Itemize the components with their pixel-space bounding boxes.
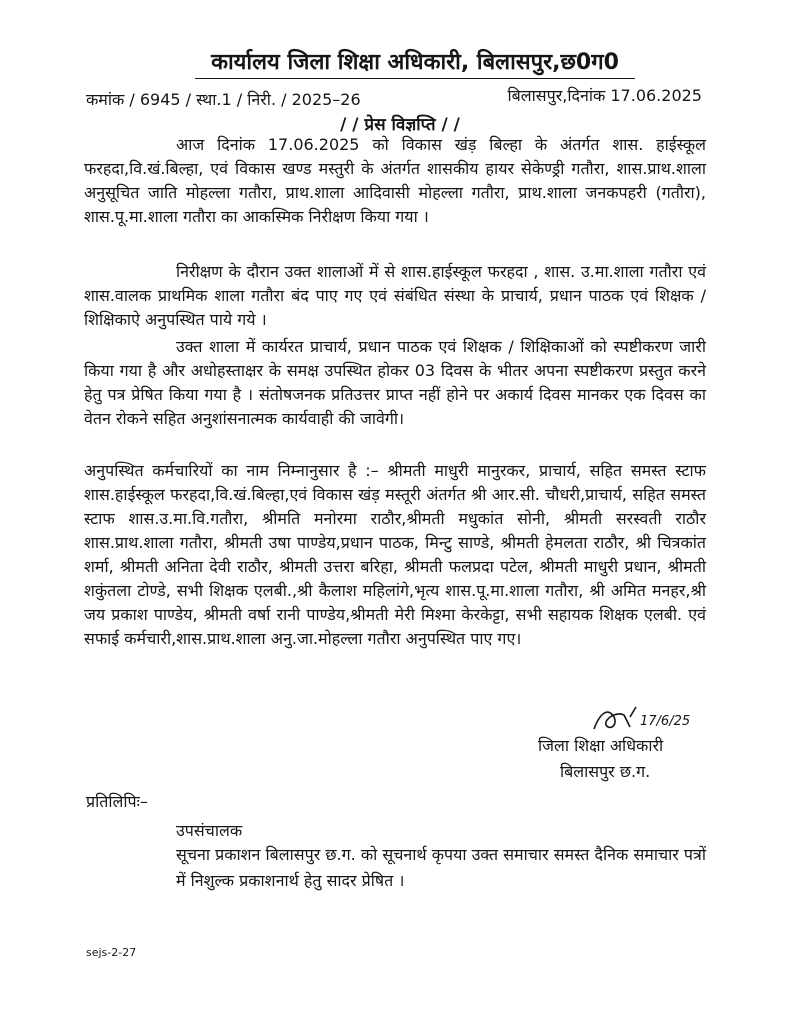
copy-label: प्रतिलिपिः– <box>86 792 148 811</box>
title-underline <box>195 78 635 79</box>
signatory-designation: जिला शिक्षा अधिकारी <box>538 736 664 755</box>
body-paragraph-3 <box>84 335 706 431</box>
place-date: बिलासपुर,दिनांक 17.06.2025 <box>507 86 702 105</box>
paragraph-text: आज दिनांक 17.06.2025 को विकास खंड़ बिल्हा के अंतर्गत शास. हाईस्कूल फरहदा,वि.खं.बिल्हा, एवं विकास खण्ड मस्तुरी के अंतर्गत शासकीय हायर सेकेण्ड्री गतौरा, शास.प्राथ.शाला अनुसूचित जाति मोहल्ला गतौरा, प्राथ.शाला आदिवासी मोहल्ला गतौरा, प्राथ.शाला जनकपहरी (गतौरा), शास.पू.मा.शाला गतौरा का आकस्मिक निरीक्षण किया गया । <box>84 135 706 226</box>
paragraph-text: अनुपस्थित कर्मचारियों का नाम निम्नानुसार है :– श्रीमती माधुरी मानुरकर, प्राचार्य, सहित समस्त स्टाफ शास.हाईस्कूल फरहदा,वि.खं.बिल्हा,एवं विकास खंड़ मस्तूरी अंतर्गत श्री आर.सी. चौधरी,प्राचार्य, सहित समस्त स्टाफ शास.उ.मा.वि.गतौरा, श्रीमति मनोरमा राठौर,श्रीमती मधुकांत सोनी, श्रीमती सरस्वती राठौर शास.प्राथ.शाला गतौरा, श्रीमती उषा पाण्डेय,प्रधान पाठक, मिन्टु साण्डे, श्रीमती हेमलता राठौर, श्री चित्रकांत शर्मा, श्रीमती अनिता देवी राठौर, श्रीमती उत्तरा बरिहा, श्रीमती फलप्रदा पटेल, श्रीमती माधुरी प्रधान, श्रीमती शकुंतला टोण्डे, सभी शिक्षक एलबी.,श्री कैलाश महिलांगे,भृत्य शास.पू.मा.शाला गतौरा, श्री अमित मनहर,श्री जय प्रकाश पाण्डेय, श्रीमती वर्षा रानी पाण्डेय,श्रीमती मेरी मिश्मा केरकेट्टा, सभी सहायक शिक्षक एलबी. एवं सफाई कर्मचारी,शास.प्राथ.शाला अनु.जा.मोहल्ला गतौरा अनुपस्थित पाए गए। <box>84 461 706 648</box>
copy-text <box>176 842 706 894</box>
body-paragraph-1 <box>84 133 706 229</box>
office-title: कार्यालय जिला शिक्षा अधिकारी, बिलासपुर,छ0ग0 <box>211 50 619 75</box>
press-release-heading: / / प्रेस विज्ञप्ति / / <box>340 115 460 135</box>
absent-staff-list <box>84 459 706 651</box>
handwritten-signature <box>590 703 700 737</box>
paragraph-text: निरीक्षण के दौरान उक्त शालाओं में से शास.हाईस्कूल फरहदा , शास. उ.मा.शाला गतौरा एवं शास.वालक प्राथमिक शाला गतौरा बंद पाए गए एवं संबंधित संस्था के प्राचार्य, प्रधान पाठक एवं शिक्षक / शिक्षिकाऐ अनुपस्थित पाये गये । <box>84 262 706 329</box>
signatory-block <box>538 733 663 785</box>
reference-number: कमांक / 6945 / स्था.1 / निरी. / 2025–26 <box>86 90 361 109</box>
signatory-location: बिलासपुर छ.ग. <box>560 762 651 781</box>
copy-paragraph: सूचना प्रकाशन बिलासपुर छ.ग. को सूचनार्थ कृपया उक्त समाचार समस्त दैनिक समाचार पत्रों में निशुल्क प्रकाशनार्थ हेतु सादर प्रेषित । <box>176 845 706 890</box>
signature-date: 17/6/25 <box>640 714 691 729</box>
paragraph-text: उक्त शाला में कार्यरत प्राचार्य, प्रधान पाठक एवं शिक्षक / शिक्षिकाओं को स्पष्टीकरण जारी किया गया है और अधोहस्ताक्षर के समक्ष उपस्थित होकर 03 दिवस के भीतर अपना स्पष्टीकरण प्रस्तुत करने हेतु पत्र प्रेषित किया गया है । संतोषजनक प्रतिउत्तर प्राप्त नहीं होने पर अकार्य दिवस मानकर एक दिवस का वेतन रोकने सहित अनुशांसनात्मक कार्यवाही की जावेगी। <box>84 337 706 428</box>
footer-code: sejs-2-27 <box>86 946 137 959</box>
copy-recipient: उपसंचालक <box>176 821 243 840</box>
body-paragraph-2 <box>84 260 706 332</box>
